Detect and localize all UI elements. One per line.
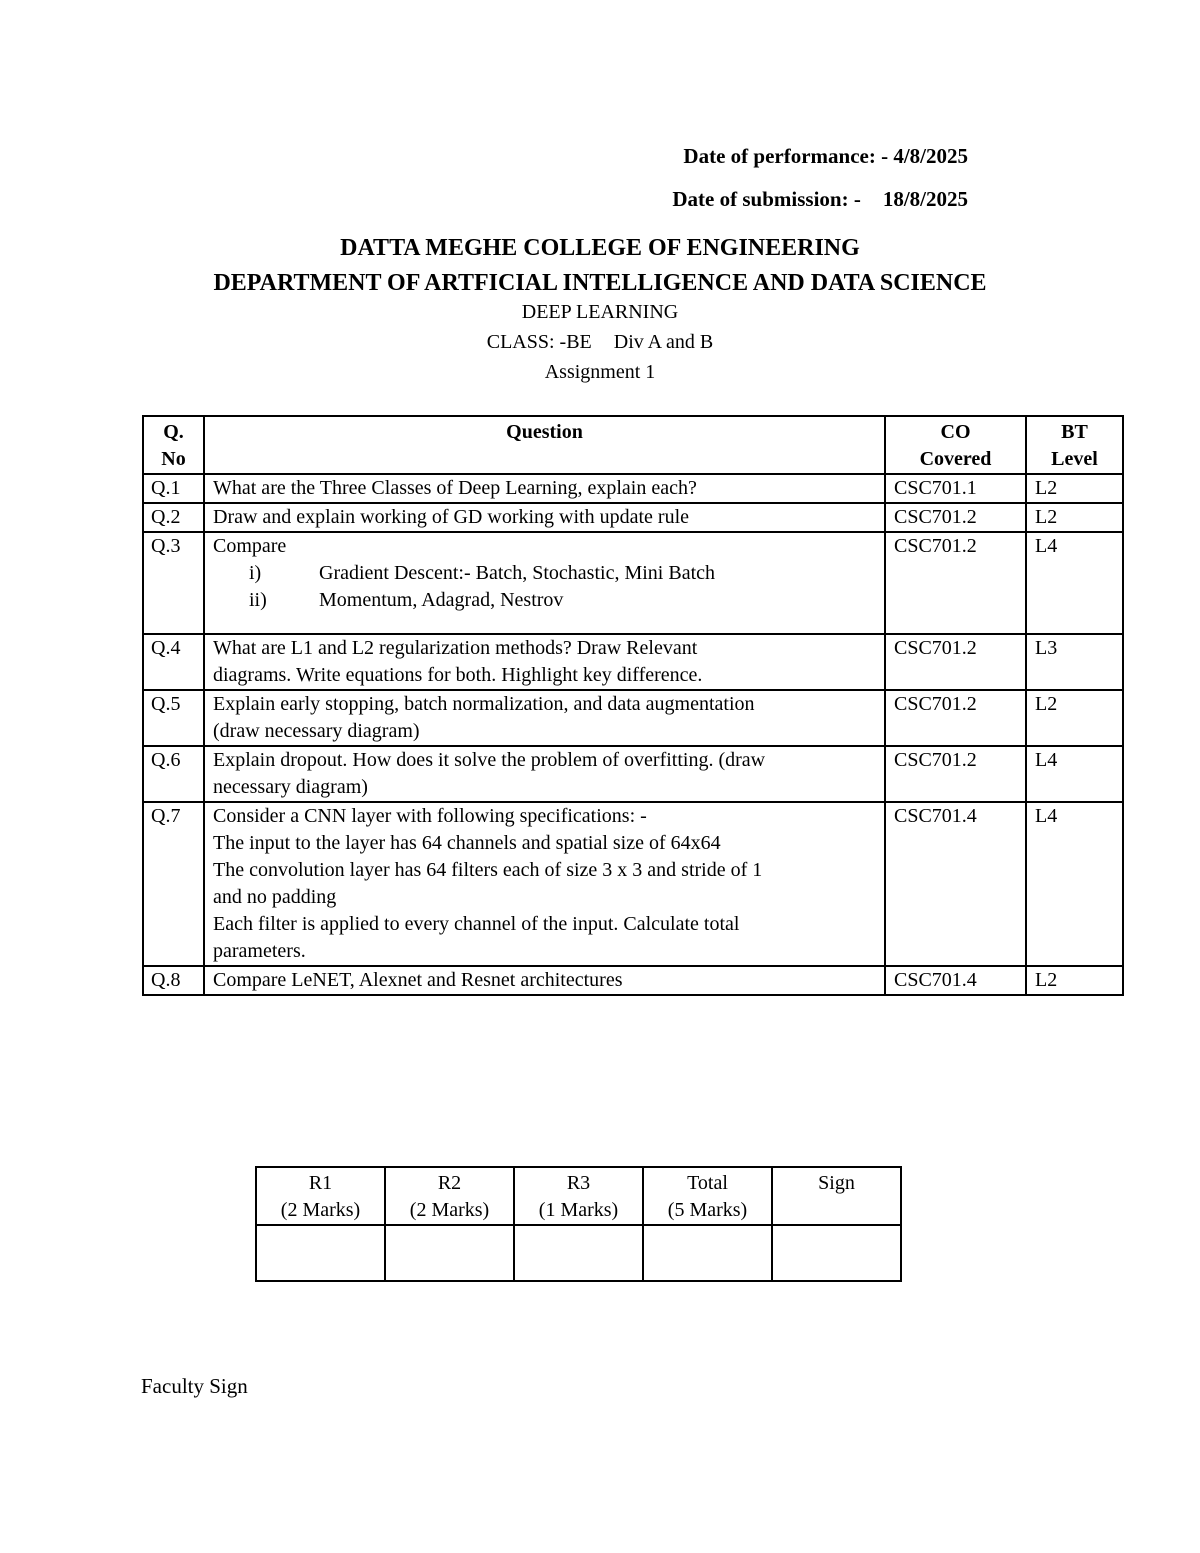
- marks-header-cell: R3 (1 Marks): [514, 1167, 643, 1225]
- question-row: [143, 746, 1123, 802]
- class-division: Div A and B: [613, 331, 714, 353]
- question-line: What are the Three Classes of Deep Learning, explain each?: [213, 477, 697, 499]
- question-text: [204, 802, 885, 966]
- sub-item-text: Gradient Descent:- Batch, Stochastic, Mini Batch: [319, 562, 716, 584]
- college-name: DATTA MEGHE COLLEGE OF ENGINEERING: [340, 235, 860, 261]
- question-row: [143, 474, 1123, 503]
- marks-entry-cell[interactable]: [643, 1225, 772, 1281]
- question-line: The convolution layer has 64 filters each of size 3 x 3 and stride of 1: [213, 859, 763, 881]
- assignment-title: Assignment 1: [544, 361, 656, 383]
- class-info: [0, 331, 1200, 354]
- question-number: Q.1: [143, 474, 204, 503]
- bt-level: L3: [1026, 634, 1123, 690]
- question-line: Compare: [213, 535, 287, 557]
- bt-level: L4: [1026, 802, 1123, 966]
- question-number: Q.7: [143, 802, 204, 966]
- marks-header-cell: R1 (2 Marks): [256, 1167, 385, 1225]
- questions-table-header: [143, 416, 1123, 474]
- question-row: [143, 802, 1123, 966]
- question-line: Explain dropout. How does it solve the problem of overfitting. (draw: [213, 749, 766, 771]
- question-text: [204, 634, 885, 690]
- co-covered: CSC701.2: [885, 690, 1026, 746]
- department-name: DEPARTMENT OF ARTFICIAL INTELLIGENCE AND DATA SCIENCE: [213, 270, 987, 296]
- question-text: [204, 503, 885, 532]
- marks-entry-row: [256, 1225, 901, 1281]
- bt-level: L4: [1026, 532, 1123, 634]
- question-row: [143, 532, 1123, 634]
- question-number: Q.2: [143, 503, 204, 532]
- sub-item-number: ii): [249, 589, 267, 611]
- date-of-submission-label: Date of submission: -: [672, 187, 861, 211]
- date-of-submission-value: 18/8/2025: [882, 187, 968, 211]
- marks-table: [255, 1166, 902, 1282]
- marks-table-header: [256, 1167, 901, 1225]
- question-line: The input to the layer has 64 channels and spatial size of 64x64: [213, 832, 721, 854]
- question-sub-item: [213, 587, 876, 614]
- question-line: diagrams. Write equations for both. Highlight key difference.: [213, 664, 703, 686]
- header-bt-level: BT Level: [1026, 416, 1123, 474]
- question-row: [143, 503, 1123, 532]
- marks-header-cell: R2 (2 Marks): [385, 1167, 514, 1225]
- question-line: Compare LeNET, Alexnet and Resnet architectures: [213, 969, 623, 991]
- question-number: Q.6: [143, 746, 204, 802]
- question-line: and no padding: [213, 886, 337, 908]
- bt-level: L4: [1026, 746, 1123, 802]
- question-text: [204, 746, 885, 802]
- question-text: [204, 532, 885, 634]
- co-covered: CSC701.2: [885, 532, 1026, 634]
- question-line: necessary diagram): [213, 776, 368, 798]
- question-text: [204, 474, 885, 503]
- question-number: Q.3: [143, 532, 204, 634]
- questions-table: [142, 415, 1124, 996]
- question-line: parameters.: [213, 940, 306, 962]
- question-line: Draw and explain working of GD working with update rule: [213, 506, 689, 528]
- sub-item-number: i): [249, 562, 262, 584]
- header-co-covered: CO Covered: [885, 416, 1026, 474]
- header-qno: Q. No: [143, 416, 204, 474]
- question-row: [143, 690, 1123, 746]
- bt-level: L2: [1026, 966, 1123, 995]
- class-label: CLASS: -BE: [486, 331, 592, 353]
- header-question: Question: [204, 416, 885, 474]
- co-covered: CSC701.4: [885, 802, 1026, 966]
- question-line: (draw necessary diagram): [213, 720, 420, 742]
- co-covered: CSC701.2: [885, 503, 1026, 532]
- question-row: [143, 634, 1123, 690]
- bt-level: L2: [1026, 503, 1123, 532]
- co-covered: CSC701.1: [885, 474, 1026, 503]
- bt-level: L2: [1026, 474, 1123, 503]
- marks-entry-cell[interactable]: [514, 1225, 643, 1281]
- question-line: Explain early stopping, batch normalization, and data augmentation: [213, 693, 755, 715]
- marks-entry-cell[interactable]: [256, 1225, 385, 1281]
- question-text: [204, 966, 885, 995]
- marks-header-cell: Sign: [772, 1167, 901, 1225]
- date-of-submission: [0, 187, 968, 212]
- question-row: [143, 966, 1123, 995]
- marks-entry-cell[interactable]: [385, 1225, 514, 1281]
- question-line: What are L1 and L2 regularization methods? Draw Relevant: [213, 637, 698, 659]
- co-covered: CSC701.2: [885, 746, 1026, 802]
- question-text: [204, 690, 885, 746]
- faculty-sign: Faculty Sign: [141, 1374, 248, 1398]
- bt-level: L2: [1026, 690, 1123, 746]
- co-covered: CSC701.4: [885, 966, 1026, 995]
- question-line: Each filter is applied to every channel of the input. Calculate total: [213, 913, 740, 935]
- question-sub-item: [213, 560, 876, 587]
- question-number: Q.8: [143, 966, 204, 995]
- sub-item-text: Momentum, Adagrad, Nestrov: [319, 589, 564, 611]
- date-of-performance: Date of performance: - 4/8/2025: [683, 144, 968, 168]
- marks-entry-cell[interactable]: [772, 1225, 901, 1281]
- marks-header-cell: Total (5 Marks): [643, 1167, 772, 1225]
- question-line: Consider a CNN layer with following specifications: -: [213, 805, 647, 827]
- co-covered: CSC701.2: [885, 634, 1026, 690]
- question-number: Q.5: [143, 690, 204, 746]
- subject-name: DEEP LEARNING: [521, 301, 679, 323]
- question-number: Q.4: [143, 634, 204, 690]
